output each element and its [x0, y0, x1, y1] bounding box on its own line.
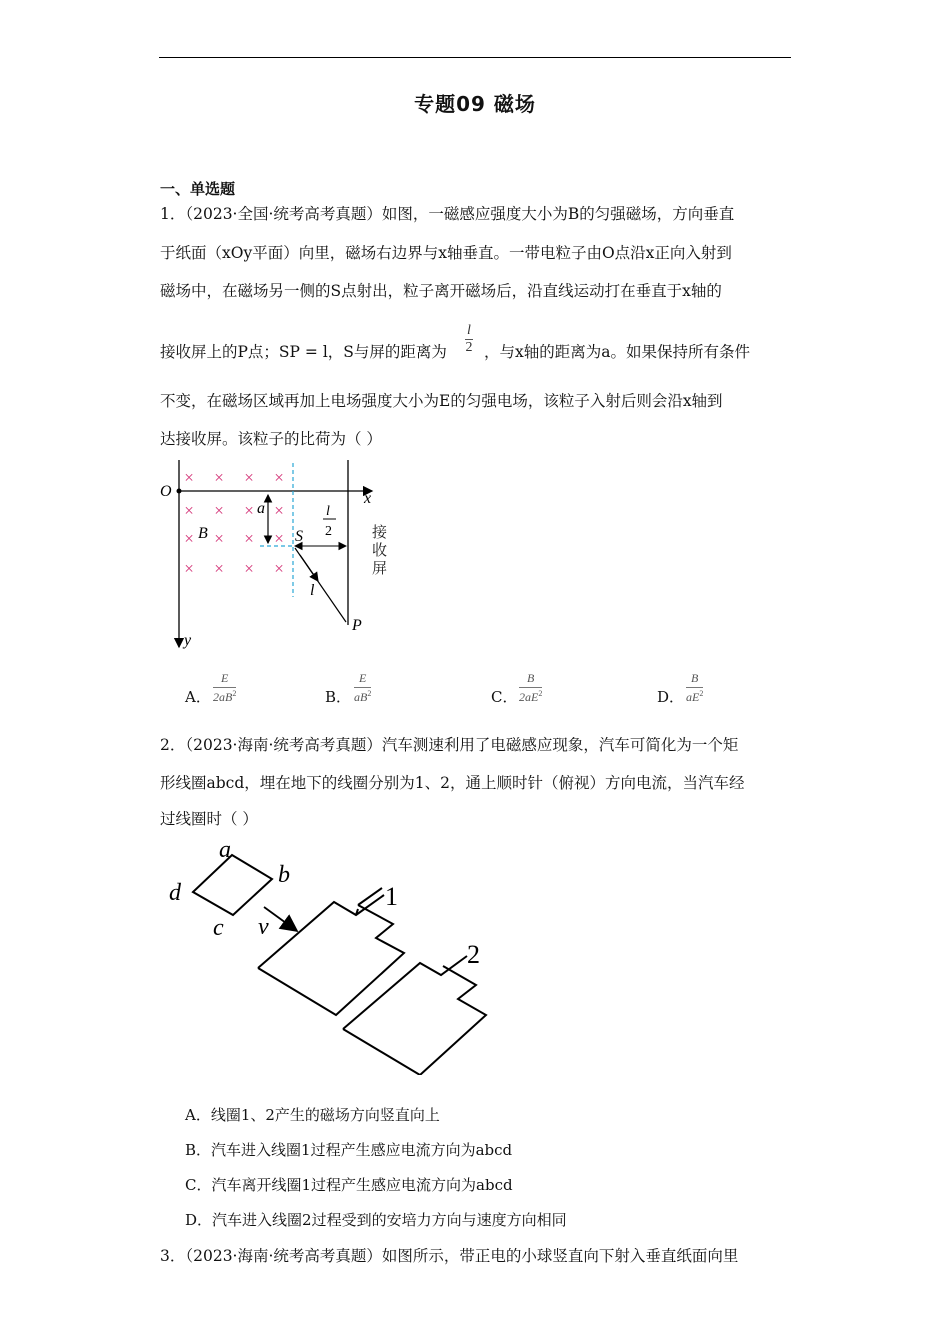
q1-magnetic-field-figure: [150, 455, 390, 655]
label-y: y: [184, 632, 192, 649]
field-cross: ×: [274, 501, 284, 520]
field-cross: ×: [184, 559, 194, 578]
field-cross: ×: [274, 559, 284, 578]
q1-option-c-exp: 2: [538, 689, 543, 698]
label-B: B: [198, 525, 208, 542]
q1-option-c-den: 2aE: [519, 690, 539, 704]
car-loop-abcd: [193, 855, 272, 915]
q1-option-b-num: E: [354, 671, 371, 688]
label-half-l-den: 2: [325, 524, 332, 539]
field-cross: ×: [274, 468, 284, 487]
q1-line-1: 1．（2023·全国·统考高考真题）如图，一磁感应强度大小为B的匀强磁场，方向垂直: [160, 205, 735, 223]
label-1: 1: [385, 882, 398, 911]
field-crosses: [184, 468, 284, 578]
q1-inline-frac-den: 2: [465, 340, 473, 355]
field-cross: ×: [214, 529, 224, 548]
q1-line-4b: ，与x轴的距离为a。如果保持所有条件: [484, 343, 750, 361]
screen-label-char: 接: [372, 523, 388, 541]
field-cross: ×: [244, 529, 254, 548]
q2-line-2: 形线圈abcd，埋在地下的线圈分别为1、2，通上顺时针（俯视）方向电流，当汽车经: [160, 774, 745, 792]
field-cross: ×: [214, 501, 224, 520]
q1-option-a-den: 2aB: [213, 690, 233, 704]
q1-option-a-fraction: [213, 671, 236, 705]
q2-option-a[interactable]: A．线圈1、2产生的磁场方向竖直向上: [185, 1106, 440, 1124]
label-O: O: [160, 483, 172, 500]
q3-line-1: 3．（2023·海南·统考高考真题）如图所示，带正电的小球竖直向下射入垂直纸面向里: [160, 1247, 739, 1265]
field-cross: ×: [184, 468, 194, 487]
q1-line-6: 达接收屏。该粒子的比荷为（ ）: [160, 430, 382, 448]
header-rule: [159, 57, 791, 58]
origin-dot: [177, 489, 182, 494]
label-x: x: [364, 490, 372, 507]
q1-inline-frac-num: l: [467, 323, 471, 338]
field-cross: ×: [184, 529, 194, 548]
q1-option-b-label[interactable]: B．: [325, 688, 352, 706]
q2-line-1: 2．（2023·海南·统考高考真题）汽车测速利用了电磁感应现象，汽车可简化为一个矩: [160, 736, 739, 754]
label-2: 2: [467, 940, 480, 969]
coil-1-lead: [258, 895, 384, 968]
field-cross: ×: [214, 468, 224, 487]
q1-option-a-num: E: [213, 671, 236, 688]
coil-1: [258, 905, 404, 1015]
label-l: l: [310, 582, 315, 599]
screen-label-char: 收: [372, 541, 388, 559]
field-cross: ×: [244, 559, 254, 578]
label-a: a: [219, 837, 231, 863]
section-heading: 一、单选题: [160, 180, 236, 198]
q1-option-d-label[interactable]: D．: [657, 688, 685, 706]
q1-option-d-fraction: [686, 671, 703, 705]
q2-option-c[interactable]: C．汽车离开线圈1过程产生感应电流方向为abcd: [185, 1176, 513, 1194]
label-d: d: [169, 880, 181, 906]
q1-option-c-label[interactable]: C．: [491, 688, 518, 706]
q2-coil-figure: [160, 835, 500, 1075]
trajectory-arrow: [300, 555, 318, 581]
q1-option-d-den: aE: [686, 690, 700, 704]
coil-2: [343, 966, 486, 1075]
q1-option-b-exp: 2: [367, 689, 372, 698]
q2-option-d[interactable]: D．汽车进入线圈2过程受到的安培力方向与速度方向相同: [185, 1211, 567, 1229]
field-cross: ×: [214, 559, 224, 578]
label-b: b: [278, 862, 290, 888]
q1-option-a-exp: 2: [232, 689, 237, 698]
q1-line-5: 不变，在磁场区域再加上电场强度大小为E的匀强电场，该粒子入射后则会沿x轴到: [160, 392, 723, 410]
field-cross: ×: [244, 501, 254, 520]
q1-line-4a: 接收屏上的P点；SP = l，S与屏的距离为: [160, 343, 447, 361]
label-a: a: [257, 500, 265, 517]
q2-line-3: 过线圈时（ ）: [160, 810, 258, 828]
label-v: v: [258, 914, 269, 940]
q1-inline-fraction: [465, 323, 473, 356]
q1-line-2: 于纸面（xOy平面）向里，磁场右边界与x轴垂直。一带电粒子由O点沿x正向入射到: [160, 244, 732, 262]
label-half-l-num: l: [326, 504, 330, 519]
field-cross: ×: [184, 501, 194, 520]
label-P: P: [352, 617, 362, 634]
field-cross: ×: [244, 468, 254, 487]
velocity-arrow: [264, 907, 297, 931]
screen-label-char: 屏: [372, 559, 388, 577]
q1-option-b-fraction: [354, 671, 371, 705]
q1-option-d-num: B: [686, 671, 703, 688]
q1-option-a-label[interactable]: A．: [185, 688, 211, 706]
q2-option-b[interactable]: B．汽车进入线圈1过程产生感应电流方向为abcd: [185, 1141, 513, 1159]
q1-option-c-num: B: [519, 671, 542, 688]
q1-option-b-den: aB: [354, 690, 368, 704]
coil-1-terminal: [358, 888, 382, 905]
q1-option-d-exp: 2: [699, 689, 704, 698]
label-c: c: [213, 915, 224, 941]
q1-option-c-fraction: [519, 671, 542, 705]
q1-line-3: 磁场中，在磁场另一侧的S点射出，粒子离开磁场后，沿直线运动打在垂直于x轴的: [160, 282, 722, 300]
field-cross: ×: [274, 529, 284, 548]
label-S: S: [295, 528, 303, 545]
page-title: 专题09 磁场: [414, 92, 536, 116]
